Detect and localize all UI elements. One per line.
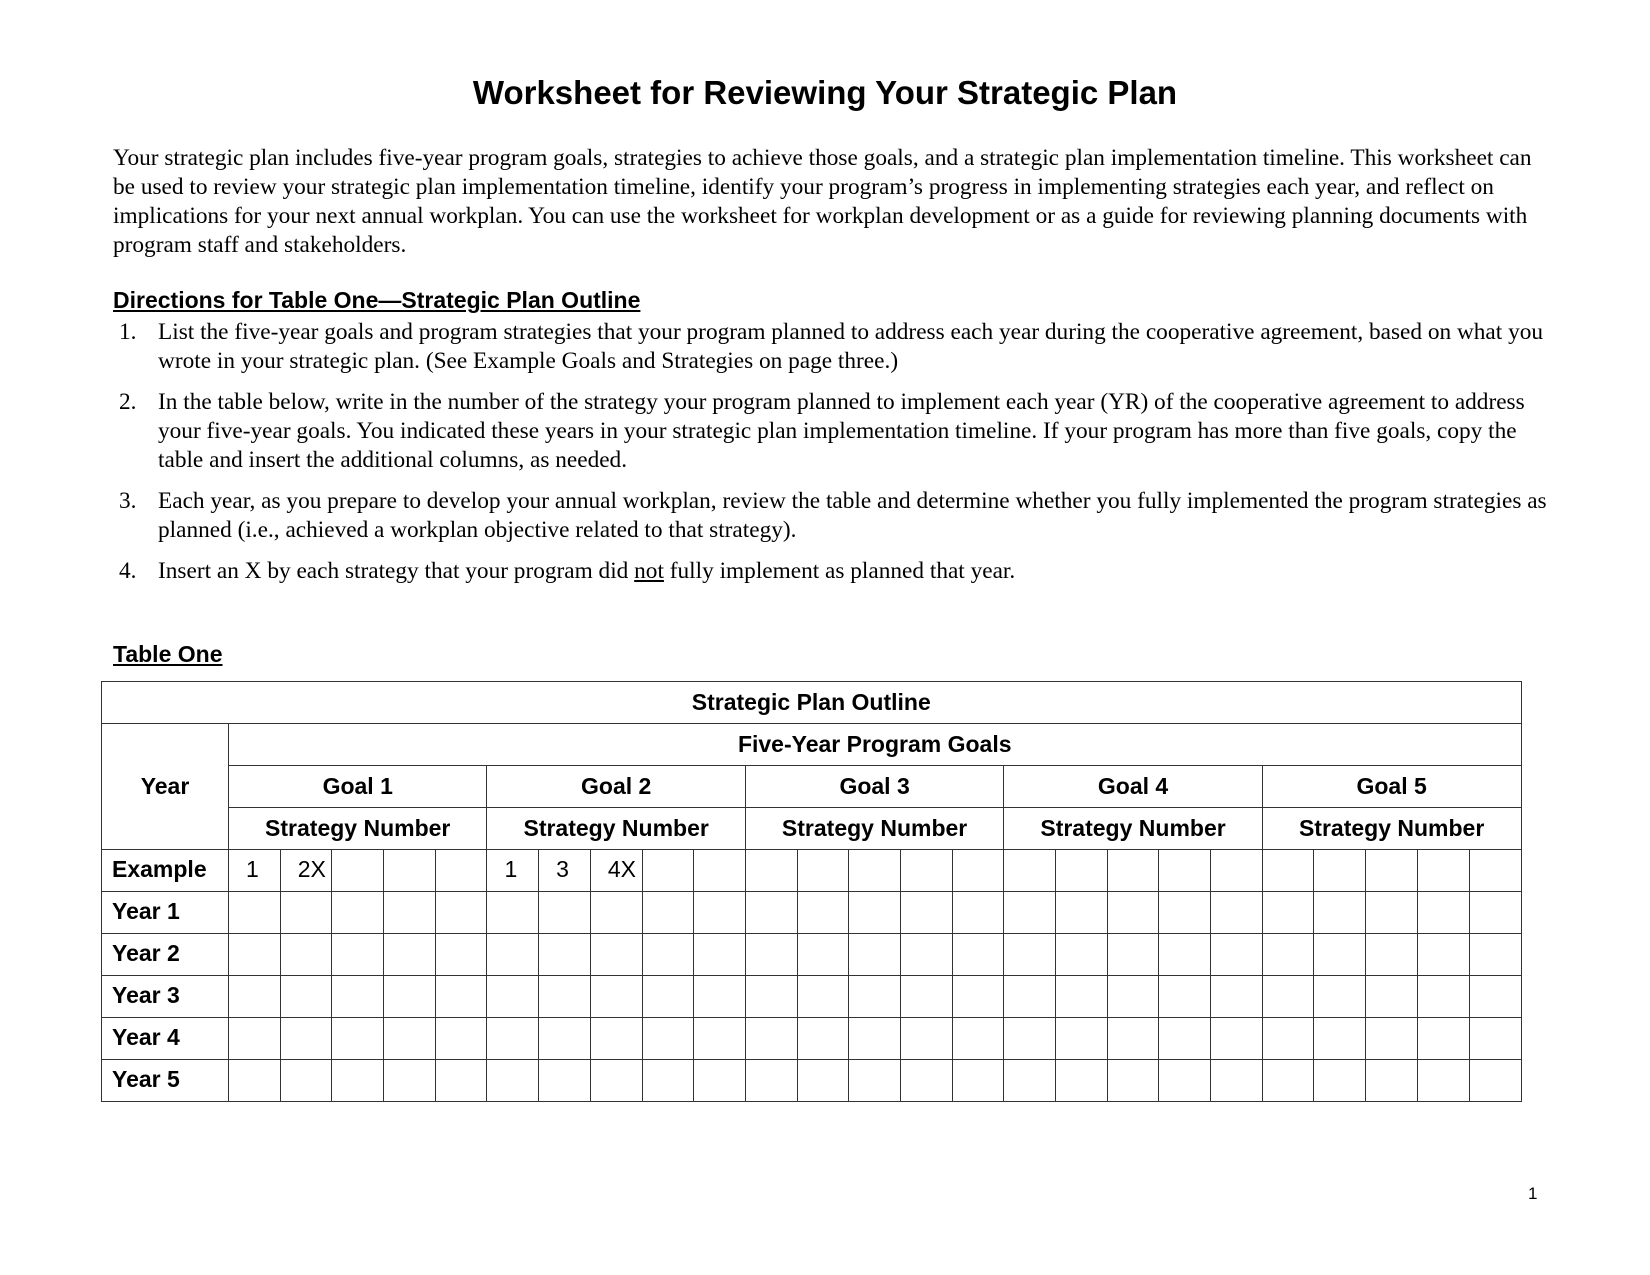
- strategy-cell[interactable]: [745, 892, 797, 934]
- strategy-cell[interactable]: [1314, 1060, 1366, 1102]
- strategy-cell[interactable]: [1366, 1060, 1418, 1102]
- strategy-cell[interactable]: [642, 892, 694, 934]
- row-label: Example: [102, 850, 229, 892]
- strategy-cell[interactable]: [1417, 1018, 1469, 1060]
- strategy-cell[interactable]: [384, 1060, 436, 1102]
- year-column-header: Year: [102, 724, 229, 850]
- strategy-cell[interactable]: [849, 1060, 901, 1102]
- strategy-cell[interactable]: [1469, 892, 1521, 934]
- direction-item: [113, 388, 1553, 475]
- strategy-cell[interactable]: [642, 934, 694, 976]
- strategy-cell[interactable]: [229, 934, 281, 976]
- strategy-cell[interactable]: [694, 976, 746, 1018]
- strategy-cell[interactable]: [745, 1018, 797, 1060]
- strategy-cell[interactable]: [280, 976, 332, 1018]
- strategy-cell[interactable]: [229, 1060, 281, 1102]
- strategy-cell[interactable]: [1366, 976, 1418, 1018]
- goal-header: Goal 5: [1262, 766, 1521, 808]
- direction-text: Insert an X by each strategy that your program did: [158, 558, 635, 584]
- strategy-cell[interactable]: 4X: [590, 850, 642, 892]
- goals-header: Five-Year Program Goals: [229, 724, 1522, 766]
- direction-item: [113, 487, 1553, 545]
- strategy-cell[interactable]: 2X: [280, 850, 332, 892]
- row-label: Year 5: [102, 1060, 229, 1102]
- strategy-cell[interactable]: [1314, 1018, 1366, 1060]
- strategy-cell[interactable]: [280, 892, 332, 934]
- strategy-cell[interactable]: [1159, 934, 1211, 976]
- strategy-cell[interactable]: [900, 892, 952, 934]
- table-row: [102, 850, 1522, 892]
- strategy-cell[interactable]: [1056, 976, 1108, 1018]
- strategy-cell[interactable]: [1107, 850, 1159, 892]
- strategy-cell[interactable]: [952, 892, 1004, 934]
- strategy-cell[interactable]: [1366, 850, 1418, 892]
- direction-number: 3.: [119, 488, 137, 514]
- strategy-cell[interactable]: [332, 1018, 384, 1060]
- table-caption: Strategic Plan Outline: [102, 682, 1522, 724]
- strategy-cell[interactable]: [384, 1018, 436, 1060]
- strategy-cell[interactable]: [1107, 934, 1159, 976]
- strategy-cell[interactable]: [900, 1060, 952, 1102]
- strategy-cell[interactable]: [1366, 1018, 1418, 1060]
- goal-header: Goal 4: [1004, 766, 1262, 808]
- strategy-number-header: Strategy Number: [745, 808, 1003, 850]
- strategy-cell[interactable]: [849, 850, 901, 892]
- strategy-cell[interactable]: [849, 976, 901, 1018]
- strategy-cell[interactable]: [745, 976, 797, 1018]
- directions-heading: Directions for Table One—Strategic Plan Outline: [113, 287, 641, 313]
- strategy-number-header: Strategy Number: [229, 808, 487, 850]
- strategy-cell[interactable]: [590, 976, 642, 1018]
- table-row: [102, 1060, 1522, 1102]
- strategy-number-header: Strategy Number: [1262, 808, 1521, 850]
- strategy-cell[interactable]: [1211, 1060, 1263, 1102]
- strategy-cell[interactable]: [590, 1060, 642, 1102]
- strategy-cell[interactable]: [900, 976, 952, 1018]
- strategy-cell[interactable]: [849, 934, 901, 976]
- strategy-cell[interactable]: [590, 1018, 642, 1060]
- strategy-cell[interactable]: [797, 1060, 849, 1102]
- strategy-cell[interactable]: [642, 1060, 694, 1102]
- strategy-cell[interactable]: [1314, 976, 1366, 1018]
- strategy-cell[interactable]: [1056, 850, 1108, 892]
- direction-text: List the five-year goals and program strategies that your program planned to address each year during the cooperative agreement, based on what you wrote in your strategic plan. (See Example Goals and Strategies on page three.): [158, 319, 1544, 374]
- strategy-cell[interactable]: [1314, 892, 1366, 934]
- strategy-cell[interactable]: [384, 934, 436, 976]
- strategy-cell[interactable]: [384, 892, 436, 934]
- strategy-cell[interactable]: [1417, 976, 1469, 1018]
- strategy-cell[interactable]: [1211, 850, 1263, 892]
- strategy-cell[interactable]: [539, 1018, 591, 1060]
- strategy-cell[interactable]: [332, 850, 384, 892]
- strategic-plan-table: [101, 681, 1522, 1102]
- strategy-cell[interactable]: [1004, 850, 1056, 892]
- strategy-cell[interactable]: [435, 934, 487, 976]
- row-label: Year 4: [102, 1018, 229, 1060]
- strategy-cell[interactable]: [1211, 892, 1263, 934]
- strategy-cell[interactable]: [900, 850, 952, 892]
- strategy-cell[interactable]: [952, 934, 1004, 976]
- row-label: Year 3: [102, 976, 229, 1018]
- strategy-cell[interactable]: [1366, 892, 1418, 934]
- strategy-cell[interactable]: [642, 850, 694, 892]
- direction-emphasis: not: [634, 558, 664, 584]
- strategy-cell[interactable]: [280, 1060, 332, 1102]
- strategy-cell[interactable]: [435, 976, 487, 1018]
- strategy-cell[interactable]: [745, 934, 797, 976]
- strategy-cell[interactable]: [1417, 934, 1469, 976]
- goal-header: Goal 1: [229, 766, 487, 808]
- strategy-cell[interactable]: [229, 1018, 281, 1060]
- strategy-cell[interactable]: [435, 850, 487, 892]
- strategy-number-header: Strategy Number: [487, 808, 745, 850]
- strategy-cell[interactable]: [694, 934, 746, 976]
- strategy-cell[interactable]: [1159, 1060, 1211, 1102]
- strategy-cell[interactable]: [797, 850, 849, 892]
- strategy-cell[interactable]: [1314, 934, 1366, 976]
- strategy-cell[interactable]: [694, 850, 746, 892]
- strategy-cell[interactable]: [1056, 892, 1108, 934]
- page-number: 1: [1528, 1184, 1538, 1203]
- direction-number: 2.: [119, 389, 137, 415]
- strategy-cell[interactable]: [590, 934, 642, 976]
- strategy-cell[interactable]: [745, 850, 797, 892]
- strategy-cell[interactable]: [539, 1060, 591, 1102]
- strategy-cell[interactable]: [487, 892, 539, 934]
- strategy-cell[interactable]: [642, 1018, 694, 1060]
- intro-paragraph: Your strategic plan includes five-year program goals, strategies to achieve those goals, and a strategic plan implementation timeline. This worksheet can be used to review your strategic plan implementation timeline, identify your program’s progress in implementing strategies each year, and reflect on implications for your next annual workplan. You can use the worksheet for workplan development or as a guide for reviewing planning documents with program staff and stakeholders.: [113, 145, 1532, 258]
- strategy-cell[interactable]: [1262, 934, 1314, 976]
- strategy-cell[interactable]: [952, 976, 1004, 1018]
- strategy-cell[interactable]: 1: [229, 850, 281, 892]
- goal-header: Goal 2: [487, 766, 745, 808]
- strategy-cell[interactable]: [900, 1018, 952, 1060]
- strategy-cell[interactable]: [1262, 892, 1314, 934]
- strategy-cell[interactable]: [487, 934, 539, 976]
- strategy-cell[interactable]: [1262, 1018, 1314, 1060]
- strategy-cell[interactable]: [1107, 1060, 1159, 1102]
- strategy-cell[interactable]: [487, 1060, 539, 1102]
- strategy-cell[interactable]: [1469, 1018, 1521, 1060]
- strategy-cell[interactable]: [1107, 976, 1159, 1018]
- strategy-cell[interactable]: [849, 1018, 901, 1060]
- strategy-cell[interactable]: [1107, 1018, 1159, 1060]
- strategy-cell[interactable]: [539, 892, 591, 934]
- strategy-cell[interactable]: [1469, 1060, 1521, 1102]
- strategy-cell[interactable]: [1004, 934, 1056, 976]
- strategy-cell[interactable]: [797, 892, 849, 934]
- direction-item: [113, 318, 1553, 376]
- strategy-cell[interactable]: [435, 892, 487, 934]
- strategy-cell[interactable]: [332, 892, 384, 934]
- strategy-cell[interactable]: [539, 934, 591, 976]
- strategy-cell[interactable]: [280, 934, 332, 976]
- strategy-cell[interactable]: [1004, 892, 1056, 934]
- strategy-cell[interactable]: [1211, 934, 1263, 976]
- strategy-cell[interactable]: [900, 934, 952, 976]
- table-row: [102, 892, 1522, 934]
- strategy-cell[interactable]: [1417, 892, 1469, 934]
- strategy-cell[interactable]: [435, 1060, 487, 1102]
- direction-text: Each year, as you prepare to develop your annual workplan, review the table and determine whether you fully implemented the program strategies as planned (i.e., achieved a workplan objective related to that strategy).: [158, 488, 1547, 543]
- strategy-cell[interactable]: [590, 892, 642, 934]
- strategy-cell[interactable]: [952, 1060, 1004, 1102]
- strategy-cell[interactable]: [1366, 934, 1418, 976]
- strategy-cell[interactable]: [694, 1018, 746, 1060]
- strategy-cell[interactable]: [1314, 850, 1366, 892]
- row-label: Year 1: [102, 892, 229, 934]
- strategy-cell[interactable]: [745, 1060, 797, 1102]
- strategy-cell[interactable]: [332, 976, 384, 1018]
- direction-text: fully implement as planned that year.: [663, 558, 1016, 584]
- strategy-cell[interactable]: [1211, 1018, 1263, 1060]
- strategy-cell[interactable]: [1262, 976, 1314, 1018]
- table-heading: Table One: [113, 641, 223, 667]
- strategy-cell[interactable]: [952, 850, 1004, 892]
- row-label: Year 2: [102, 934, 229, 976]
- strategy-cell[interactable]: [1211, 976, 1263, 1018]
- page-title: Worksheet for Reviewing Your Strategic Plan: [472, 74, 1178, 111]
- goal-header: Goal 3: [745, 766, 1003, 808]
- strategy-cell[interactable]: [1417, 850, 1469, 892]
- direction-text: In the table below, write in the number of the strategy your program planned to implement each year (YR) of the cooperative agreement to address your five-year goals. You indicated these years in your strategic plan implementation timeline. If your program has more than five goals, copy the table and insert the additional columns, as needed.: [158, 389, 1525, 473]
- strategy-cell[interactable]: [1417, 1060, 1469, 1102]
- strategy-cell[interactable]: [797, 976, 849, 1018]
- strategy-cell[interactable]: [1004, 1018, 1056, 1060]
- strategy-cell[interactable]: [435, 1018, 487, 1060]
- strategy-cell[interactable]: [1159, 850, 1211, 892]
- strategy-cell[interactable]: 3: [539, 850, 591, 892]
- strategy-cell[interactable]: [1159, 892, 1211, 934]
- strategy-cell[interactable]: [280, 1018, 332, 1060]
- strategy-cell[interactable]: [694, 1060, 746, 1102]
- table-row: [102, 934, 1522, 976]
- strategy-cell[interactable]: [1004, 976, 1056, 1018]
- strategy-cell[interactable]: [1056, 1018, 1108, 1060]
- strategy-cell[interactable]: [797, 934, 849, 976]
- strategy-cell[interactable]: [229, 892, 281, 934]
- strategy-cell[interactable]: [1469, 850, 1521, 892]
- table-row: [102, 976, 1522, 1018]
- strategy-cell[interactable]: [849, 892, 901, 934]
- strategy-cell[interactable]: [1004, 1060, 1056, 1102]
- strategy-cell[interactable]: [1262, 1060, 1314, 1102]
- strategy-cell[interactable]: [694, 892, 746, 934]
- table-row: [102, 1018, 1522, 1060]
- strategy-cell[interactable]: [332, 934, 384, 976]
- strategy-cell[interactable]: [1159, 1018, 1211, 1060]
- strategy-cell[interactable]: 1: [487, 850, 539, 892]
- strategy-cell[interactable]: [1469, 934, 1521, 976]
- strategy-cell[interactable]: [797, 1018, 849, 1060]
- strategy-cell[interactable]: [487, 1018, 539, 1060]
- strategy-cell[interactable]: [1056, 934, 1108, 976]
- strategy-number-header: Strategy Number: [1004, 808, 1262, 850]
- direction-number: 4.: [119, 558, 137, 584]
- direction-item: [113, 557, 1553, 586]
- strategy-cell[interactable]: [384, 850, 436, 892]
- strategy-cell[interactable]: [1107, 892, 1159, 934]
- strategy-cell[interactable]: [1159, 976, 1211, 1018]
- strategy-cell[interactable]: [384, 976, 436, 1018]
- strategy-cell[interactable]: [1469, 976, 1521, 1018]
- direction-number: 1.: [119, 319, 137, 345]
- strategy-cell[interactable]: [332, 1060, 384, 1102]
- strategy-cell[interactable]: [539, 976, 591, 1018]
- strategy-cell[interactable]: [229, 976, 281, 1018]
- strategy-cell[interactable]: [487, 976, 539, 1018]
- strategy-cell[interactable]: [952, 1018, 1004, 1060]
- directions-list: [113, 318, 1553, 598]
- strategy-cell[interactable]: [1262, 850, 1314, 892]
- strategy-cell[interactable]: [642, 976, 694, 1018]
- strategy-cell[interactable]: [1056, 1060, 1108, 1102]
